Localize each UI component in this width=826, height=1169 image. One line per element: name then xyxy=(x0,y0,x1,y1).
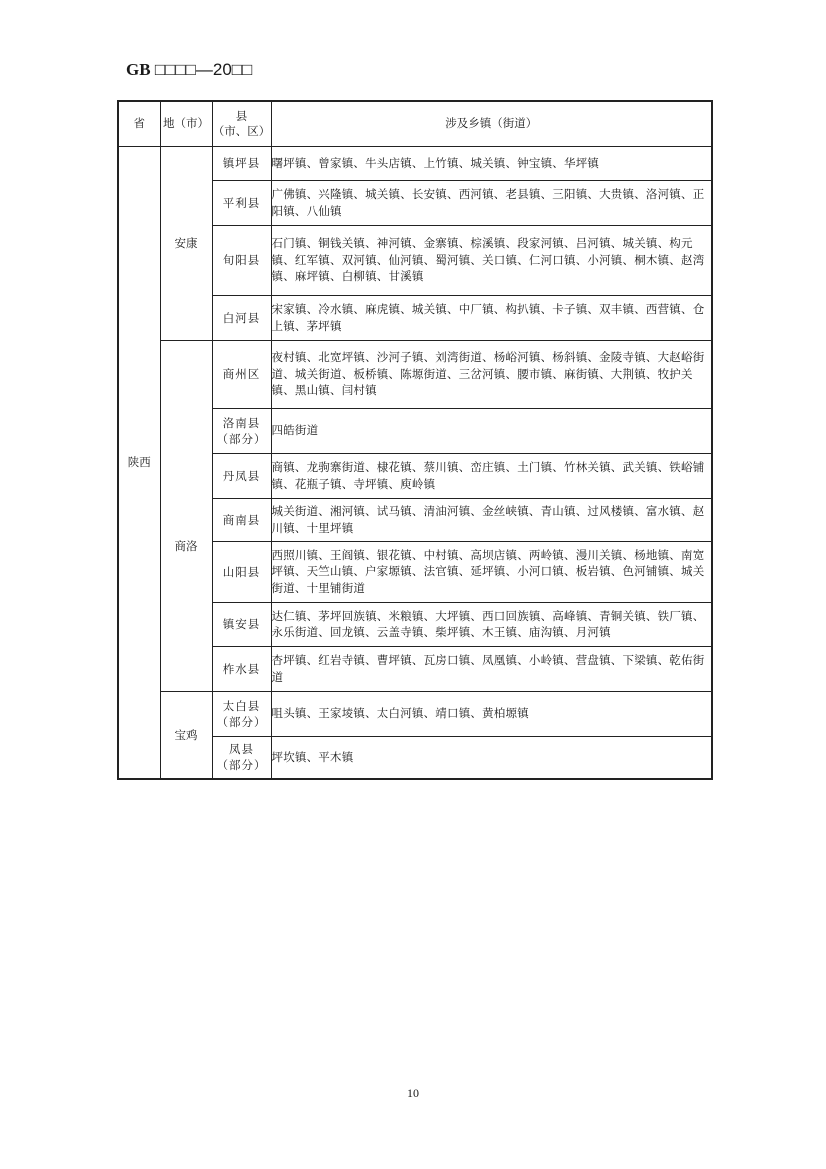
city-cell: 宝鸡 xyxy=(160,691,212,779)
county-cell xyxy=(212,340,271,408)
standard-number-header xyxy=(126,60,252,80)
page-number: 10 xyxy=(407,1086,419,1100)
towns-cell: 西照川镇、王阎镇、银花镇、中村镇、高坝店镇、两岭镇、漫川关镇、杨地镇、南宽坪镇、天竺山镇、户家塬镇、法官镇、延坪镇、小河口镇、板岩镇、色河铺镇、城关街道、十里铺街道 xyxy=(271,541,712,602)
county-cell xyxy=(212,602,271,646)
township-table xyxy=(117,100,713,780)
county-partial-note: （部分） xyxy=(216,431,267,446)
county-cell xyxy=(212,541,271,602)
towns-cell: 曙坪镇、曾家镇、牛头店镇、上竹镇、城关镇、钟宝镇、华坪镇 xyxy=(271,146,712,180)
county-name: 商州区 xyxy=(222,367,261,381)
towns-cell: 夜村镇、北宽坪镇、沙河子镇、刘湾街道、杨峪河镇、杨斜镇、金陵寺镇、大赵峪街道、城关街道、板桥镇、陈塬街道、三岔河镇、腰市镇、麻街镇、大荆镇、牧护关镇、黑山镇、闫村镇 xyxy=(271,340,712,408)
county-cell xyxy=(212,146,271,180)
county-name: 旬阳县 xyxy=(222,253,261,267)
county-name: 洛南县 xyxy=(222,415,261,430)
standard-code: □□□□—20□□ xyxy=(154,60,253,79)
towns-cell: 商镇、龙驹寨街道、棣花镇、蔡川镇、峦庄镇、土门镇、竹林关镇、武关镇、铁峪铺镇、花瓶子镇、寺坪镇、庾岭镇 xyxy=(271,453,712,498)
county-name: 白河县 xyxy=(222,310,261,325)
county-partial-note: （部分） xyxy=(216,758,267,773)
county-cell xyxy=(212,225,271,295)
header-towns: 涉及乡镇（街道） xyxy=(271,101,712,146)
county-cell xyxy=(212,408,271,453)
towns-cell: 宋家镇、冷水镇、麻虎镇、城关镇、中厂镇、构扒镇、卡子镇、双丰镇、西营镇、仓上镇、茅坪镇 xyxy=(271,295,712,340)
towns-cell: 咀头镇、王家堎镇、太白河镇、靖口镇、黄柏塬镇 xyxy=(271,691,712,736)
towns-cell: 广佛镇、兴隆镇、城关镇、长安镇、西河镇、老县镇、三阳镇、大贵镇、洛河镇、正阳镇、八仙镇 xyxy=(271,180,712,225)
towns-cell: 坪坎镇、平木镇 xyxy=(271,736,712,779)
county-name: 商南县 xyxy=(222,512,261,527)
county-cell xyxy=(212,646,271,691)
standard-prefix: GB xyxy=(126,60,151,79)
county-name: 平利县 xyxy=(222,195,261,210)
county-cell xyxy=(212,295,271,340)
header-province: 省 xyxy=(118,101,160,146)
county-partial-note: （部分） xyxy=(216,714,267,729)
province-cell: 陕西 xyxy=(118,146,160,779)
towns-cell: 四皓街道 xyxy=(271,408,712,453)
county-cell xyxy=(212,180,271,225)
county-name: 凤县 xyxy=(229,742,254,757)
header-county-line2: （市、区） xyxy=(212,123,271,138)
city-cell: 商洛 xyxy=(160,340,212,691)
county-cell xyxy=(212,736,271,779)
county-name: 柞水县 xyxy=(222,661,261,676)
county-cell xyxy=(212,691,271,736)
county-name: 镇坪县 xyxy=(222,156,261,170)
county-name: 丹凤县 xyxy=(222,468,261,483)
towns-cell: 达仁镇、茅坪回族镇、米粮镇、大坪镇、西口回族镇、高峰镇、青铜关镇、铁厂镇、永乐街道、回龙镇、云盖寺镇、柴坪镇、木王镇、庙沟镇、月河镇 xyxy=(271,602,712,646)
city-cell: 安康 xyxy=(160,146,212,340)
county-cell xyxy=(212,453,271,498)
header-city: 地（市） xyxy=(160,101,212,146)
county-cell xyxy=(212,498,271,541)
towns-cell: 杏坪镇、红岩寺镇、曹坪镇、瓦房口镇、凤凰镇、小岭镇、营盘镇、下梁镇、乾佑街道 xyxy=(271,646,712,691)
table-row xyxy=(118,146,712,180)
county-name: 太白县 xyxy=(222,698,261,713)
table-row xyxy=(118,340,712,408)
table-header-row xyxy=(118,101,712,146)
county-name: 镇安县 xyxy=(222,617,261,631)
county-name: 山阳县 xyxy=(222,564,261,579)
towns-cell: 城关街道、湘河镇、试马镇、清油河镇、金丝峡镇、青山镇、过风楼镇、富水镇、赵川镇、十里坪镇 xyxy=(271,498,712,541)
table-row xyxy=(118,691,712,736)
header-county xyxy=(212,101,271,146)
header-county-line1: 县 xyxy=(235,108,248,123)
towns-cell: 石门镇、铜钱关镇、神河镇、金寨镇、棕溪镇、段家河镇、吕河镇、城关镇、构元镇、红军镇、双河镇、仙河镇、蜀河镇、关口镇、仁河口镇、小河镇、桐木镇、赵湾镇、麻坪镇、白柳镇、甘溪镇 xyxy=(271,225,712,295)
